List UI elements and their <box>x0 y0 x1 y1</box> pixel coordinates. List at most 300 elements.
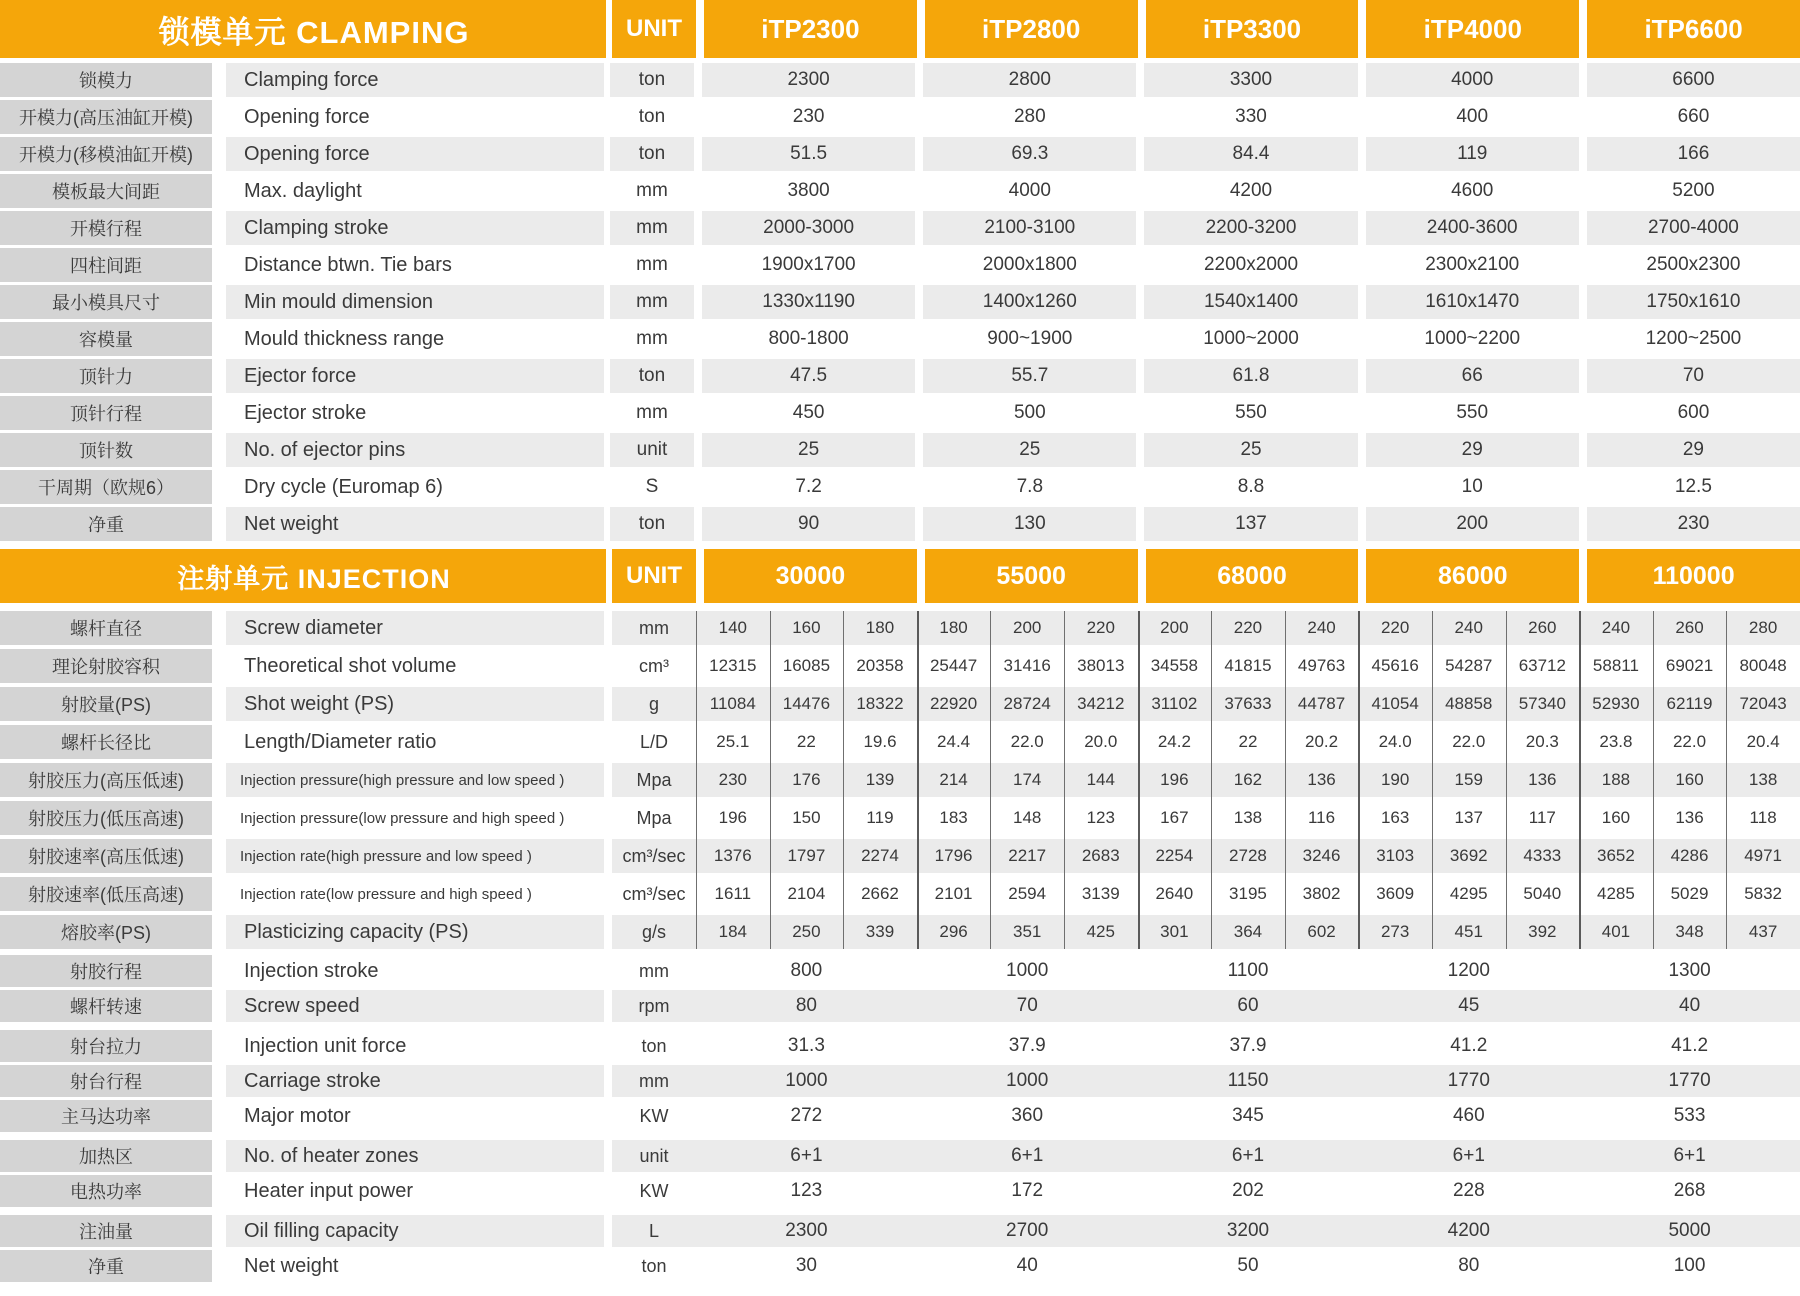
column-divider <box>1579 611 1581 949</box>
spec-row <box>0 955 1800 987</box>
row-value: 176 <box>792 770 821 789</box>
column-divider <box>770 611 771 949</box>
row-value: 25 <box>923 433 1136 467</box>
row-value: 7.2 <box>702 470 915 504</box>
row-value: 3246 <box>1302 846 1341 865</box>
row-label-cn: 螺杆直径 <box>0 611 212 645</box>
row-label-cn: 最小模具尺寸 <box>0 285 212 319</box>
injection-unit-55000: 55000 <box>925 549 1138 603</box>
row-strip <box>612 1065 1800 1097</box>
row-value: 52930 <box>1592 694 1640 713</box>
row-value: 40 <box>1016 1255 1038 1276</box>
row-value: 119 <box>866 808 894 827</box>
row-value: 136 <box>1675 808 1704 827</box>
row-value: 41.2 <box>1671 1035 1709 1056</box>
row-value: 1000~2200 <box>1366 322 1579 356</box>
spec-row <box>0 1250 1800 1282</box>
row-value: 190 <box>1380 770 1410 789</box>
row-value: 1376 <box>713 846 752 865</box>
spec-row <box>0 470 1800 504</box>
row-value: 600 <box>1587 396 1800 430</box>
row-value: 123 <box>790 1180 823 1201</box>
row-value: 41815 <box>1224 656 1272 675</box>
row-value: 1770 <box>1668 1070 1711 1091</box>
row-value: 66 <box>1366 359 1579 393</box>
injection-unit-68000: 68000 <box>1146 549 1359 603</box>
model-header-itp2800: iTP2800 <box>925 0 1138 58</box>
row-label-cn: 螺杆转速 <box>0 990 212 1022</box>
row-value: 5040 <box>1523 884 1562 903</box>
row-unit: ton <box>610 507 694 541</box>
row-label-en: Major motor <box>226 1100 604 1132</box>
row-value: 1000 <box>1006 960 1049 981</box>
row-unit: mm <box>610 322 694 356</box>
row-value: 3800 <box>702 174 915 208</box>
row-value: 214 <box>939 770 968 789</box>
row-label-cn: 螺杆长径比 <box>0 725 212 759</box>
row-value: 2728 <box>1229 846 1267 865</box>
row-value: 273 <box>1380 922 1410 941</box>
column-divider <box>990 611 991 949</box>
row-value: 41054 <box>1371 694 1419 713</box>
row-value: 280 <box>1748 618 1778 637</box>
row-value: 167 <box>1160 808 1189 827</box>
row-unit: rpm <box>638 995 670 1016</box>
injection-unit-110000: 110000 <box>1587 549 1800 603</box>
row-value: 240 <box>1307 618 1336 637</box>
row-label-en: Max. daylight <box>226 174 604 208</box>
row-value: 60 <box>1237 995 1259 1016</box>
row-unit: ton <box>610 137 694 171</box>
row-value: 31102 <box>1151 694 1198 713</box>
row-label-en: Opening force <box>226 100 604 134</box>
row-value: 4295 <box>1449 884 1488 903</box>
row-value: 900~1900 <box>923 322 1136 356</box>
row-value: 25 <box>702 433 915 467</box>
row-label-cn: 开模力(高压油缸开模) <box>0 100 212 134</box>
row-value: 31.3 <box>787 1035 825 1056</box>
row-value: 137 <box>1144 507 1357 541</box>
row-value: 6+1 <box>1673 1145 1706 1166</box>
row-value: 25 <box>1144 433 1357 467</box>
row-value: 40 <box>1679 995 1701 1016</box>
row-value: 301 <box>1160 922 1189 941</box>
spec-row <box>0 801 1800 835</box>
row-label-cn: 射台行程 <box>0 1065 212 1097</box>
spec-row <box>0 322 1800 356</box>
spec-row <box>0 649 1800 683</box>
row-value: 80048 <box>1739 656 1787 675</box>
column-divider <box>1432 611 1433 949</box>
row-unit: mm <box>610 396 694 430</box>
row-value: 139 <box>865 770 895 789</box>
spec-row <box>0 1100 1800 1132</box>
row-label-cn: 射胶量(PS) <box>0 687 212 721</box>
row-value: 57340 <box>1518 694 1566 713</box>
row-label-cn: 顶针力 <box>0 359 212 393</box>
row-value: 3300 <box>1144 63 1357 97</box>
row-unit: cm³/sec <box>622 883 686 904</box>
row-value: 533 <box>1673 1105 1706 1126</box>
row-unit: L <box>648 1220 659 1241</box>
row-value: 25447 <box>929 656 978 675</box>
row-label-en: Screw diameter <box>226 611 604 645</box>
spec-row <box>0 990 1800 1022</box>
row-value: 8.8 <box>1144 470 1357 504</box>
row-label-en: Ejector stroke <box>226 396 604 430</box>
row-unit: L/D <box>639 731 668 752</box>
row-value: 2000-3000 <box>702 211 915 245</box>
row-value: 140 <box>718 618 747 637</box>
spec-row <box>0 611 1800 645</box>
row-value: 148 <box>1012 808 1042 827</box>
row-label-cn: 主马达功率 <box>0 1100 212 1132</box>
row-value: 196 <box>1160 770 1189 789</box>
row-value: 34212 <box>1077 694 1125 713</box>
row-value: 28724 <box>1003 694 1051 713</box>
row-value: 16085 <box>782 656 831 675</box>
row-label-cn: 锁模力 <box>0 63 212 97</box>
row-label-en: Clamping stroke <box>226 211 604 245</box>
row-value: 272 <box>790 1105 823 1126</box>
row-value: 1610x1470 <box>1366 285 1579 319</box>
row-value: 230 <box>1587 507 1800 541</box>
row-value: 2274 <box>861 846 899 865</box>
row-strip <box>612 801 1800 835</box>
row-value: 54287 <box>1445 656 1493 675</box>
column-divider <box>1211 611 1212 949</box>
row-value: 58811 <box>1592 656 1639 675</box>
row-value: 1770 <box>1447 1070 1490 1091</box>
row-value: 6+1 <box>790 1145 823 1166</box>
row-value: 136 <box>1528 770 1557 789</box>
row-unit: mm <box>610 285 694 319</box>
row-value: 1750x1610 <box>1587 285 1800 319</box>
row-value: 6+1 <box>1231 1145 1265 1166</box>
row-value: 364 <box>1233 922 1263 941</box>
column-divider <box>917 611 919 949</box>
spec-row <box>0 137 1800 171</box>
row-unit: ton <box>610 100 694 134</box>
row-value: 11084 <box>709 694 756 713</box>
row-value: 3802 <box>1302 884 1341 903</box>
row-value: 23.8 <box>1599 732 1633 751</box>
row-unit: cm³/sec <box>622 845 686 866</box>
row-value: 20.0 <box>1084 732 1118 751</box>
row-value: 351 <box>1012 922 1042 941</box>
row-value: 4285 <box>1597 884 1635 903</box>
row-value: 202 <box>1232 1180 1264 1201</box>
row-strip <box>612 1100 1800 1132</box>
row-value: 30 <box>795 1255 817 1276</box>
row-value: 1330x1190 <box>702 285 915 319</box>
row-value: 550 <box>1366 396 1579 430</box>
row-label-cn: 电热功率 <box>0 1175 212 1207</box>
row-unit: ton <box>610 63 694 97</box>
row-value: 18322 <box>856 694 904 713</box>
row-strip <box>612 1215 1800 1247</box>
row-strip <box>612 725 1800 759</box>
model-header-itp2300: iTP2300 <box>704 0 917 58</box>
row-value: 2101 <box>934 884 973 903</box>
row-value: 3139 <box>1081 884 1120 903</box>
spec-row <box>0 1215 1800 1247</box>
row-unit: g <box>648 693 659 714</box>
row-value: 296 <box>939 922 968 941</box>
row-value: 4200 <box>1144 174 1357 208</box>
column-divider <box>1358 611 1360 949</box>
row-value: 24.2 <box>1157 732 1191 751</box>
row-value: 70 <box>1587 359 1800 393</box>
column-divider <box>843 611 844 949</box>
row-value: 4000 <box>1366 63 1579 97</box>
row-value: 401 <box>1601 922 1631 941</box>
row-label-en: No. of ejector pins <box>226 433 604 467</box>
row-value: 1796 <box>934 846 973 865</box>
row-value: 4286 <box>1670 846 1709 865</box>
row-value: 24.4 <box>937 732 971 751</box>
row-strip <box>612 763 1800 797</box>
row-value: 69021 <box>1665 656 1714 675</box>
row-value: 136 <box>1307 770 1336 789</box>
spec-row <box>0 285 1800 319</box>
row-label-en: Screw speed <box>226 990 604 1022</box>
row-value: 220 <box>1086 618 1115 637</box>
row-value: 20.4 <box>1746 732 1780 751</box>
row-value: 450 <box>702 396 915 430</box>
row-value: 130 <box>923 507 1136 541</box>
row-value: 90 <box>702 507 915 541</box>
row-label-en: Ejector force <box>226 359 604 393</box>
row-value: 1540x1400 <box>1144 285 1357 319</box>
spec-row <box>0 763 1800 797</box>
row-value: 2400-3600 <box>1366 211 1579 245</box>
row-value: 2500x2300 <box>1587 248 1800 282</box>
row-value: 72043 <box>1739 694 1787 713</box>
row-unit: ton <box>641 1255 667 1276</box>
row-value: 220 <box>1380 618 1410 637</box>
spec-row <box>0 915 1800 949</box>
row-label-cn: 射胶压力(高压低速) <box>0 763 212 797</box>
row-label-en: Injection rate(low pressure and high speed ) <box>226 877 604 911</box>
row-value: 80 <box>795 995 817 1016</box>
row-value: 116 <box>1307 808 1336 827</box>
row-value: 451 <box>1454 922 1483 941</box>
row-value: 200 <box>1012 618 1042 637</box>
row-value: 162 <box>1233 770 1263 789</box>
row-label-en: Injection unit force <box>226 1030 604 1062</box>
row-value: 19.6 <box>863 732 897 751</box>
row-value: 20.3 <box>1525 732 1559 751</box>
row-value: 196 <box>718 808 747 827</box>
spec-row <box>0 248 1800 282</box>
row-value: 1000 <box>785 1070 828 1091</box>
row-value: 2217 <box>1008 846 1047 865</box>
row-value: 37633 <box>1224 694 1272 713</box>
row-value: 1200 <box>1447 960 1490 981</box>
model-header-itp3300: iTP3300 <box>1146 0 1359 58</box>
row-value: 3103 <box>1376 846 1415 865</box>
row-value: 138 <box>1748 770 1778 789</box>
row-unit: mm <box>610 211 694 245</box>
row-label-en: Shot weight (PS) <box>226 687 604 721</box>
spec-row <box>0 687 1800 721</box>
row-value: 1900x1700 <box>702 248 915 282</box>
row-value: 47.5 <box>702 359 915 393</box>
row-strip <box>612 1250 1800 1282</box>
row-unit: ton <box>641 1035 667 1056</box>
column-divider <box>696 611 697 949</box>
row-label-cn: 净重 <box>0 1250 212 1282</box>
row-label-en: Injection rate(high pressure and low speed ) <box>226 839 604 873</box>
column-divider <box>1138 611 1140 949</box>
row-label-cn: 加热区 <box>0 1140 212 1172</box>
row-value: 80 <box>1458 1255 1480 1276</box>
row-value: 44787 <box>1297 694 1346 713</box>
row-value: 160 <box>1601 808 1631 827</box>
spec-row <box>0 1065 1800 1097</box>
row-value: 392 <box>1528 922 1557 941</box>
row-strip <box>612 877 1800 911</box>
row-value: 84.4 <box>1144 137 1357 171</box>
row-strip <box>612 1140 1800 1172</box>
spec-row <box>0 1140 1800 1172</box>
row-value: 41.2 <box>1450 1035 1488 1056</box>
row-value: 29 <box>1587 433 1800 467</box>
row-value: 2104 <box>787 884 826 903</box>
row-value: 22.0 <box>1010 732 1044 751</box>
row-value: 2800 <box>923 63 1136 97</box>
spec-row <box>0 174 1800 208</box>
row-value: 260 <box>1675 618 1704 637</box>
spec-row <box>0 839 1800 873</box>
row-unit: g/s <box>641 921 666 942</box>
row-label-en: Clamping force <box>226 63 604 97</box>
clamping-header <box>0 0 1800 58</box>
row-value: 22920 <box>929 694 978 713</box>
row-value: 174 <box>1012 770 1042 789</box>
row-label-en: Min mould dimension <box>226 285 604 319</box>
row-value: 345 <box>1232 1105 1264 1126</box>
row-label-cn: 容模量 <box>0 322 212 356</box>
row-value: 3609 <box>1376 884 1415 903</box>
row-value: 2700 <box>1006 1220 1049 1241</box>
row-value: 117 <box>1528 808 1556 827</box>
row-label-cn: 四柱间距 <box>0 248 212 282</box>
row-value: 25.1 <box>716 732 750 751</box>
row-label-en: Dry cycle (Euromap 6) <box>226 470 604 504</box>
row-unit: KW <box>639 1105 669 1126</box>
row-value: 228 <box>1452 1180 1485 1201</box>
row-label-en: Carriage stroke <box>226 1065 604 1097</box>
row-value: 550 <box>1144 396 1357 430</box>
row-value: 37.9 <box>1229 1035 1267 1056</box>
row-label-cn: 射胶速率(高压低速) <box>0 839 212 873</box>
row-value: 55.7 <box>923 359 1136 393</box>
row-value: 180 <box>939 618 968 637</box>
injection-header <box>0 549 1800 603</box>
row-value: 6600 <box>1587 63 1800 97</box>
row-value: 24.0 <box>1378 732 1412 751</box>
row-unit: unit <box>639 1145 669 1166</box>
row-label-en: Net weight <box>226 1250 604 1282</box>
row-value: 437 <box>1748 922 1778 941</box>
row-value: 51.5 <box>702 137 915 171</box>
row-value: 2640 <box>1155 884 1194 903</box>
row-strip <box>612 611 1800 645</box>
row-value: 200 <box>1160 618 1189 637</box>
row-unit: KW <box>639 1180 669 1201</box>
row-value: 1300 <box>1668 960 1711 981</box>
row-value: 163 <box>1380 808 1410 827</box>
row-value: 144 <box>1086 770 1115 789</box>
row-value: 10 <box>1366 470 1579 504</box>
row-value: 22 <box>796 732 816 751</box>
row-value: 250 <box>792 922 821 941</box>
row-value: 20358 <box>856 656 904 675</box>
row-label-en: Opening force <box>226 137 604 171</box>
row-value: 137 <box>1454 808 1483 827</box>
row-value: 1000 <box>1006 1070 1049 1091</box>
row-value: 48858 <box>1445 694 1493 713</box>
row-value: 12315 <box>709 656 757 675</box>
row-value: 400 <box>1366 100 1579 134</box>
row-value: 348 <box>1675 922 1704 941</box>
row-value: 5029 <box>1670 884 1709 903</box>
row-value: 2700-4000 <box>1587 211 1800 245</box>
column-divider <box>1653 611 1654 949</box>
row-value: 160 <box>792 618 821 637</box>
row-label-cn: 模板最大间距 <box>0 174 212 208</box>
row-value: 2100-3100 <box>923 211 1136 245</box>
row-label-en: Injection pressure(low pressure and high speed ) <box>226 801 604 835</box>
row-value: 2200-3200 <box>1144 211 1357 245</box>
row-value: 4600 <box>1366 174 1579 208</box>
row-value: 61.8 <box>1144 359 1357 393</box>
row-value: 22.0 <box>1452 732 1486 751</box>
row-label-en: Injection pressure(high pressure and low speed ) <box>226 763 604 797</box>
row-label-en: Length/Diameter ratio <box>226 725 604 759</box>
row-value: 118 <box>1749 808 1777 827</box>
row-value: 280 <box>923 100 1136 134</box>
row-label-en: Heater input power <box>226 1175 604 1207</box>
row-strip <box>612 839 1800 873</box>
row-value: 22.0 <box>1672 732 1707 751</box>
row-value: 166 <box>1587 137 1800 171</box>
row-unit: mm <box>610 248 694 282</box>
row-value: 34558 <box>1150 656 1198 675</box>
spec-row <box>0 877 1800 911</box>
row-unit: mm <box>610 174 694 208</box>
row-unit: Mpa <box>636 807 672 828</box>
row-value: 3195 <box>1229 884 1267 903</box>
injection-unit-header: UNIT <box>612 549 696 603</box>
row-label-en: Mould thickness range <box>226 322 604 356</box>
row-value: 2300x2100 <box>1366 248 1579 282</box>
row-unit: mm <box>639 960 669 981</box>
row-value: 4000 <box>923 174 1136 208</box>
row-value: 339 <box>865 922 895 941</box>
row-value: 4333 <box>1523 846 1562 865</box>
row-unit: mm <box>639 1070 669 1091</box>
row-value: 5000 <box>1668 1220 1711 1241</box>
row-value: 184 <box>718 922 747 941</box>
row-strip <box>612 955 1800 987</box>
row-value: 2683 <box>1081 846 1120 865</box>
row-value: 1611 <box>714 884 752 903</box>
row-value: 2300 <box>702 63 915 97</box>
spec-row <box>0 725 1800 759</box>
